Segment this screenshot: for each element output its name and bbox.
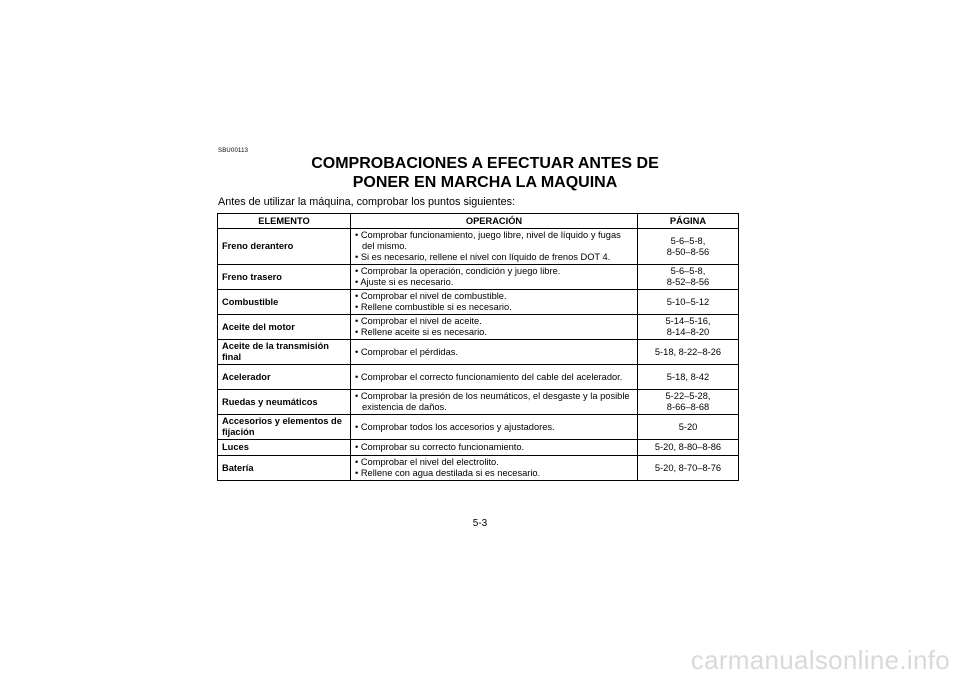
operation-item: • Rellene combustible si es necesario. <box>355 302 512 312</box>
row-page: 5-20, 8-70–8-76 <box>638 456 739 481</box>
row-page: 5-20 <box>638 415 739 440</box>
operation-item: • Ajuste si es necesario. <box>355 277 454 287</box>
row-element: Luces <box>218 440 351 456</box>
operation-item: • Comprobar su correcto funcionamiento. <box>355 442 525 452</box>
row-operation <box>351 229 638 265</box>
intro-text: Antes de utilizar la máquina, comprobar los puntos siguientes: <box>218 196 516 208</box>
row-page: 5-18, 8-42 <box>638 365 739 390</box>
operation-item: • Comprobar el nivel de aceite. <box>355 316 482 326</box>
row-operation <box>351 265 638 290</box>
row-element: Aceite del motor <box>218 315 351 340</box>
row-element: Ruedas y neumáticos <box>218 390 351 415</box>
row-element: Aceite de la transmisión final <box>218 340 351 365</box>
row-operation <box>351 456 638 481</box>
row-element: Freno derantero <box>218 229 351 265</box>
page-title-line-1: COMPROBACIONES A EFECTUAR ANTES DE <box>311 155 659 172</box>
operation-item: • Si es necesario, rellene el nivel con líquido de frenos DOT 4. <box>355 252 611 262</box>
operation-item: • Comprobar el nivel de combustible. <box>355 291 507 301</box>
row-page: 5-6–5-8, 8-52–8-56 <box>638 265 739 290</box>
row-element: Accesorios y elementos de fijación <box>218 415 351 440</box>
table-row <box>218 440 739 456</box>
row-operation <box>351 315 638 340</box>
row-page: 5-10–5-12 <box>638 290 739 315</box>
table-row <box>218 229 739 265</box>
operation-item: • Comprobar la operación, condición y juego libre. <box>355 266 561 276</box>
operation-item: • Comprobar el nivel del electrolito. <box>355 457 499 467</box>
row-element: Acelerador <box>218 365 351 390</box>
operation-item: • Comprobar funcionamiento, juego libre, nivel de líquido y fugas del mismo. <box>355 230 621 251</box>
row-operation <box>351 415 638 440</box>
table-row <box>218 340 739 365</box>
row-operation <box>351 340 638 365</box>
row-page: 5-14–5-16, 8-14–8-20 <box>638 315 739 340</box>
table-row <box>218 365 739 390</box>
table-row <box>218 315 739 340</box>
header-operation: OPERACIÓN <box>351 214 638 229</box>
watermark-text: carmanualsonline.info <box>690 645 950 675</box>
row-page: 5-22–5-28, 8-66–8-68 <box>638 390 739 415</box>
row-operation <box>351 390 638 415</box>
table-row <box>218 456 739 481</box>
operation-item: • Comprobar el correcto funcionamiento del cable del acelerador. <box>355 371 623 382</box>
row-element: Combustible <box>218 290 351 315</box>
table-row <box>218 290 739 315</box>
operation-item: • Rellene aceite si es necesario. <box>355 327 487 337</box>
page-title-line-2: PONER EN MARCHA LA MAQUINA <box>352 174 618 191</box>
table-row <box>218 415 739 440</box>
row-page: 5-20, 8-80–8-86 <box>638 440 739 456</box>
row-element: Batería <box>218 456 351 481</box>
row-element: Freno trasero <box>218 265 351 290</box>
table-row <box>218 265 739 290</box>
pre-operation-checks-table <box>217 213 739 481</box>
header-element: ELEMENTO <box>218 214 351 229</box>
row-page: 5-18, 8-22–8-26 <box>638 340 739 365</box>
row-page: 5-6–5-8, 8-50–8-56 <box>638 229 739 265</box>
document-code: SBU00113 <box>218 148 249 154</box>
operation-item: • Comprobar todos los accesorios y ajustadores. <box>355 421 555 432</box>
table-row <box>218 390 739 415</box>
row-operation <box>351 365 638 390</box>
row-operation <box>351 440 638 456</box>
page-number: 5-3 <box>472 518 488 529</box>
table-header-row <box>218 214 739 229</box>
row-operation <box>351 290 638 315</box>
operation-item: • Comprobar el pérdidas. <box>355 346 458 357</box>
header-page: PÁGINA <box>638 214 739 229</box>
operation-item: • Rellene con agua destilada si es necesario. <box>355 468 541 478</box>
operation-item: • Comprobar la presión de los neumáticos, el desgaste y la posible existencia de daños. <box>355 391 630 412</box>
